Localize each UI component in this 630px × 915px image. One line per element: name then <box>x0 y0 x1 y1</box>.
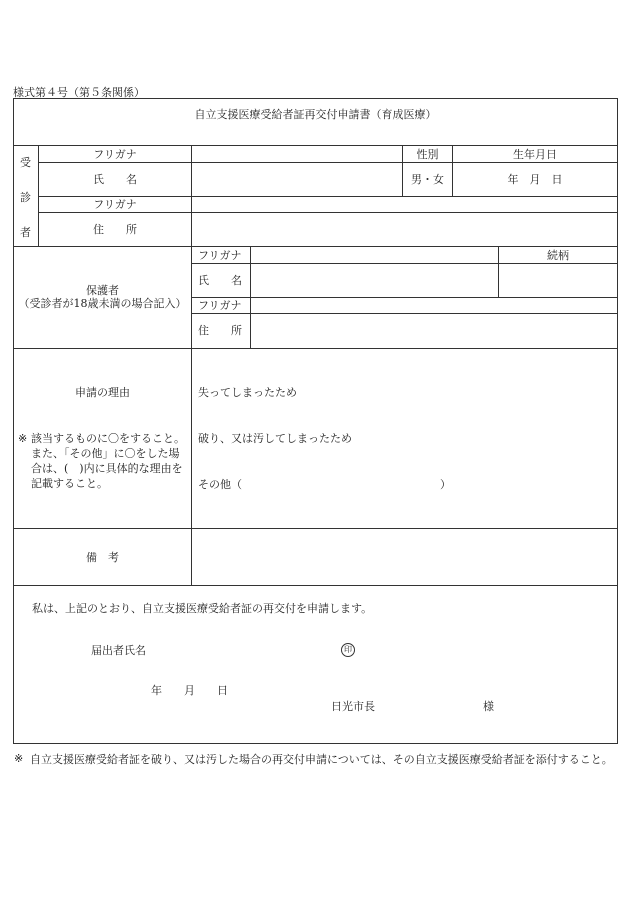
remarks-field[interactable] <box>192 529 617 584</box>
sex-options[interactable]: 男・女 <box>411 173 444 186</box>
remarks-label: 備 考 <box>86 551 119 564</box>
date-field[interactable]: 年 月 日 <box>151 684 228 697</box>
relation-field[interactable] <box>499 264 617 296</box>
guardian-label: 保護者 <box>86 284 119 297</box>
patient-name-field[interactable] <box>192 163 401 195</box>
divider <box>13 348 618 349</box>
patient-furigana-2-label: フリガナ <box>93 198 137 211</box>
form-title: 自立支援医療受給者証再交付申請書（育成医療） <box>194 108 437 121</box>
patient-address-label: 住 所 <box>93 223 137 236</box>
reason-option-other[interactable]: その他（ <box>198 478 242 491</box>
seal-icon: 印 <box>341 643 355 657</box>
applicant-name-field[interactable] <box>160 640 330 658</box>
divider <box>13 585 618 586</box>
guardian-address-field[interactable] <box>251 314 617 347</box>
declaration-text: 私は、上記のとおり、自立支援医療受給者証の再交付を申請します。 <box>32 602 373 615</box>
mayor-honorific: 様 <box>483 700 494 713</box>
reason-label: 申請の理由 <box>75 386 130 399</box>
guardian-name-field[interactable] <box>251 264 497 296</box>
reason-note-mark: ※ <box>18 432 28 445</box>
guardian-furigana-field[interactable] <box>251 247 497 262</box>
reason-other-close: ） <box>440 478 451 491</box>
patient-furigana-field[interactable] <box>192 146 401 161</box>
patient-address-field[interactable] <box>192 213 617 245</box>
patient-label-1: 受 <box>20 156 31 169</box>
patient-name-label: 氏 名 <box>93 173 137 186</box>
patient-label-2: 診 <box>20 191 31 204</box>
guardian-name-label: 氏 名 <box>198 274 242 287</box>
relation-header: 続柄 <box>547 249 569 262</box>
applicant-label: 届出者氏名 <box>91 644 146 657</box>
footnote-text: 自立支援医療受給者証を破り、又は汚した場合の再交付申請については、その自立支援医療受給者証を添付すること。 <box>30 753 613 766</box>
form-number: 様式第４号（第５条関係） <box>13 86 145 99</box>
guardian-note: （受診者が18歳未満の場合記入） <box>18 297 187 310</box>
divider <box>191 145 192 585</box>
guardian-address-label: 住 所 <box>198 324 242 337</box>
mayor-label: 日光市長 <box>331 700 375 713</box>
dob-field[interactable]: 年 月 日 <box>507 173 563 186</box>
patient-label-3: 者 <box>20 226 31 239</box>
guardian-furigana-label: フリガナ <box>198 249 242 262</box>
reason-note: 該当するものに〇をすること。また、「その他」に〇をした場合は、( )内に具体的な理由を記載すること。 <box>31 432 185 490</box>
patient-furigana-label: フリガナ <box>93 148 137 161</box>
guardian-furigana-2-field[interactable] <box>251 298 617 312</box>
footnote-mark: ※ <box>14 752 24 765</box>
reason-other-field[interactable] <box>245 476 435 492</box>
dob-header: 生年月日 <box>513 148 557 161</box>
sex-header: 性別 <box>416 148 439 161</box>
reason-option-lost[interactable]: 失ってしまったため <box>198 386 297 399</box>
guardian-furigana-2-label: フリガナ <box>198 299 242 312</box>
patient-furigana-2-field[interactable] <box>192 197 617 211</box>
reason-option-damaged[interactable]: 破り、又は汚してしまったため <box>198 432 352 445</box>
